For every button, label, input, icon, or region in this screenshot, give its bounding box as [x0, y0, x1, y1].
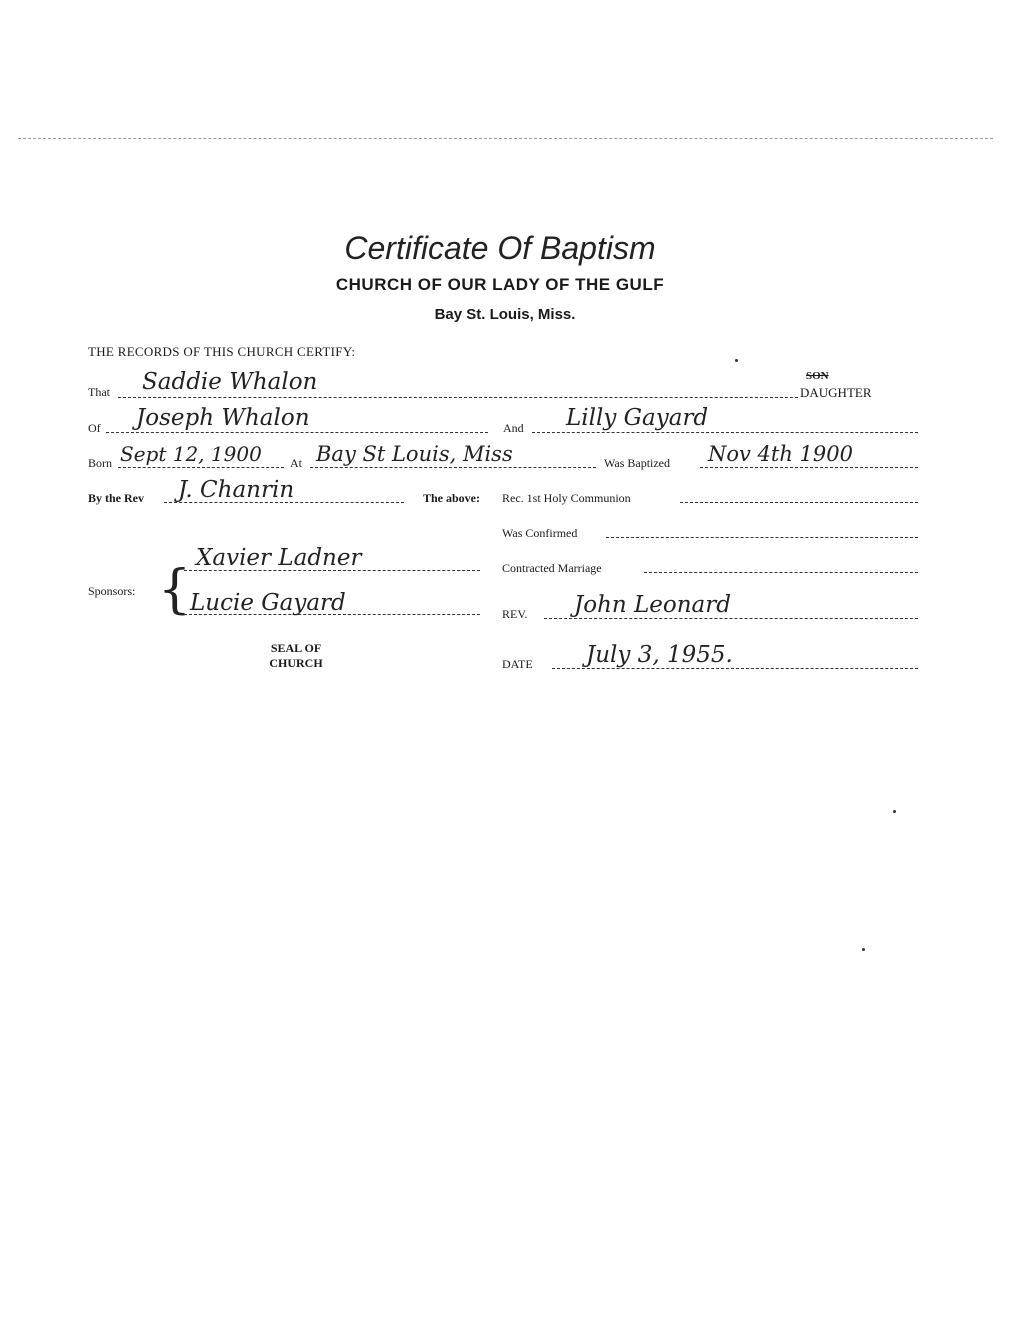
scan-speck: [735, 359, 738, 362]
by-rev-label: By the Rev: [88, 491, 144, 505]
sponsors-brace: {: [158, 560, 192, 620]
communion-line: [680, 502, 918, 503]
baptizing-priest: J. Chanrin: [178, 477, 295, 503]
scan-speck: [862, 948, 865, 951]
top-divider: [18, 138, 993, 139]
rev-line: [544, 618, 918, 619]
birth-date: Sept 12, 1900: [120, 442, 262, 466]
the-above-label: The above:: [423, 491, 480, 505]
confirmed-line: [606, 537, 918, 538]
baptized-label: Was Baptized: [604, 456, 671, 470]
seal-line-2: CHURCH: [269, 656, 323, 670]
sponsor-1-name: Xavier Ladner: [196, 545, 362, 571]
certifying-priest: John Leonard: [574, 592, 731, 618]
birth-place: Bay St Louis, Miss: [316, 442, 513, 466]
date-label: DATE: [502, 657, 533, 671]
marriage-label: Contracted Marriage: [502, 561, 602, 575]
at-label: At: [290, 456, 302, 470]
scan-speck: [893, 810, 896, 813]
certificate-date: July 3, 1955.: [586, 642, 733, 668]
seal-of-church: [254, 641, 338, 671]
child-name: Saddie Whalon: [142, 369, 318, 395]
communion-label: Rec. 1st Holy Communion: [502, 491, 631, 505]
confirmed-label: Was Confirmed: [502, 526, 578, 540]
mother-name: Lilly Gayard: [566, 405, 709, 431]
daughter-option: DAUGHTER: [800, 385, 872, 400]
baptized-line: [700, 467, 918, 468]
of-label: Of: [88, 421, 101, 435]
certificate-title: Certificate Of Baptism: [344, 230, 656, 266]
church-location: Bay St. Louis, Miss.: [434, 306, 576, 323]
rev-label: REV.: [502, 607, 528, 621]
church-name: CHURCH OF OUR LADY OF THE GULF: [335, 275, 665, 294]
marriage-line: [644, 572, 918, 573]
son-option: SON: [806, 370, 829, 382]
born-line: [118, 467, 284, 468]
sponsor-2-name: Lucie Gayard: [190, 590, 346, 616]
date-line: [552, 668, 918, 669]
father-name: Joseph Whalon: [136, 405, 310, 431]
of-line: [106, 432, 488, 433]
born-label: Born: [88, 456, 112, 470]
intro-statement: THE RECORDS OF THIS CHURCH CERTIFY:: [88, 344, 356, 359]
that-label: That: [88, 385, 110, 399]
that-line: [118, 397, 798, 398]
at-line: [310, 467, 596, 468]
sponsors-label: Sponsors:: [88, 584, 136, 598]
and-label: And: [503, 421, 524, 435]
and-line: [532, 432, 918, 433]
baptism-date: Nov 4th 1900: [708, 442, 854, 466]
seal-line-1: SEAL OF: [270, 641, 322, 655]
